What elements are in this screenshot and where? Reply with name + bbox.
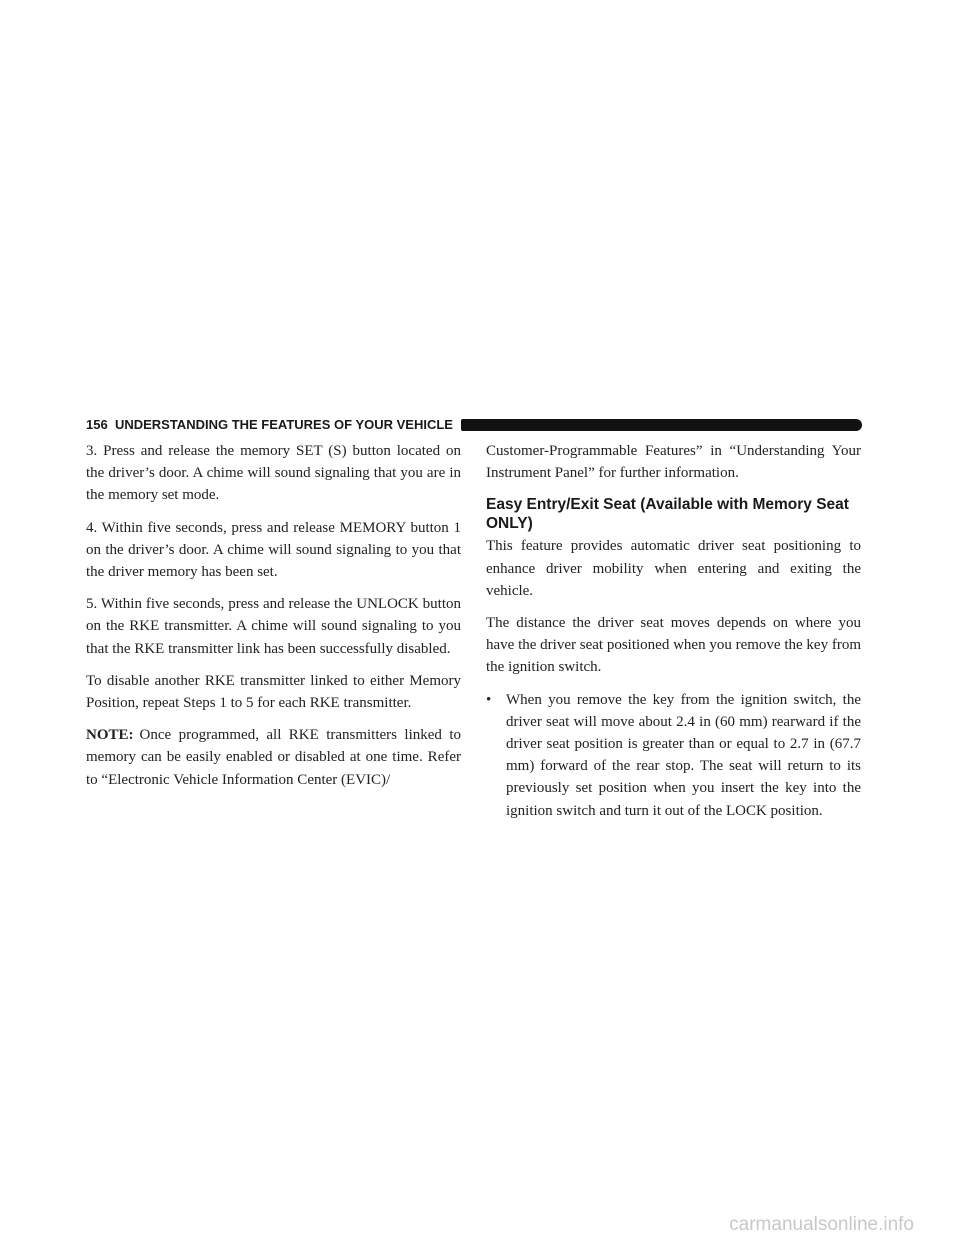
header-rule-bar — [461, 419, 862, 431]
note-label: NOTE: — [86, 727, 134, 744]
step-4-paragraph: 4. Within five seconds, press and release MEMORY button 1 on the driver’s door. A chime will sound signaling to you that the driver memory has been set. — [86, 519, 461, 581]
bullet-item — [486, 689, 861, 822]
disable-another-paragraph: To disable another RKE transmitter linked to either Memory Position, repeat Steps 1 to 5 for each RKE transmitter. — [86, 672, 461, 712]
right-column — [486, 440, 861, 822]
distance-paragraph: The distance the driver seat moves depends on where you have the driver seat positioned when you remove the key from the ignition switch. — [486, 615, 861, 676]
intro-paragraph: This feature provides automatic driver seat positioning to enhance driver mobility when entering and exiting the vehicle. — [486, 538, 861, 599]
note-paragraph — [86, 724, 461, 791]
section-heading: Easy Entry/Exit Seat (Available with Memory Seat ONLY) — [486, 496, 849, 532]
bullet-icon: • — [486, 691, 492, 708]
step-3-paragraph: 3. Press and release the memory SET (S) button located on the driver’s door. A chime will sound signaling that you are in the memory set mode. — [86, 443, 461, 504]
watermark: carmanualsonline.info — [729, 1214, 914, 1235]
left-column — [86, 440, 461, 801]
continuation-paragraph: Customer-Programmable Features” in “Understanding Your Instrument Panel” for further information. — [486, 443, 861, 482]
section-title: UNDERSTANDING THE FEATURES OF YOUR VEHICLE — [114, 417, 453, 432]
bullet-text: When you remove the key from the ignition switch, the driver seat will move about 2.4 in (60 mm) rearward if the driver seat position is greater than or equal to 2.7 in (67.7 mm) forward of the rear stop. The seat will return to its previously set position when you insert the key into the ignition switch and turn it out of the LOCK position. — [506, 691, 861, 819]
note-text: Once programmed, all RKE transmitters linked to memory can be easily enabled or disabled at one time. Refer to “Electronic Vehicle Information Center (EVIC)/ — [86, 727, 461, 788]
page-header — [86, 416, 862, 434]
step-5-paragraph: 5. Within five seconds, press and release the UNLOCK button on the RKE transmitter. A chime will sound signaling to you that the RKE transmitter link has been successfully disabled. — [86, 596, 461, 657]
header-text — [86, 416, 453, 434]
page-number: 156 — [86, 417, 108, 432]
